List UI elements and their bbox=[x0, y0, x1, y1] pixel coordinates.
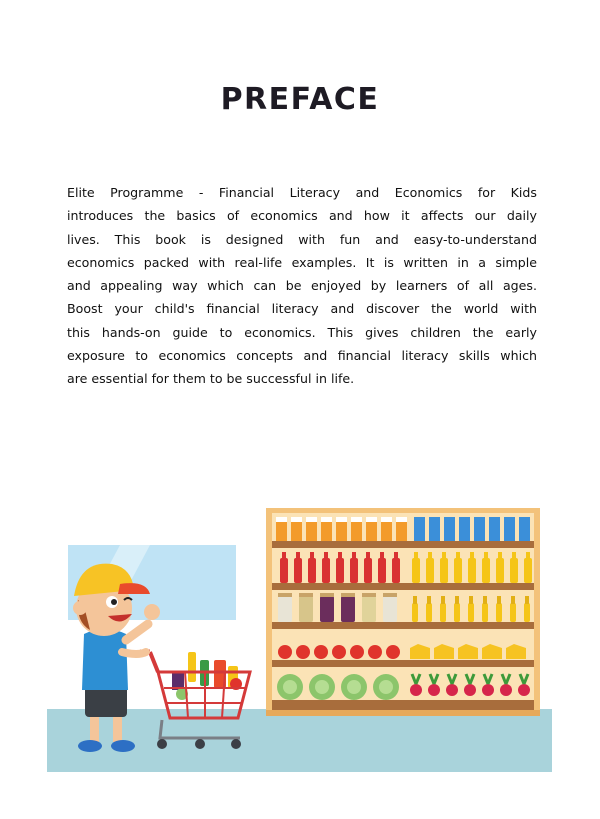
oil-bottles bbox=[412, 552, 532, 583]
paragraph-line: lives. This book is designed with fun and easy-to-understand bbox=[67, 231, 537, 247]
grocery-shelf bbox=[266, 508, 540, 716]
page-title: PREFACE bbox=[220, 82, 380, 117]
paragraph-line: economics packed with real-life examples. It is written in a simple bbox=[67, 254, 537, 270]
paragraph-line: Boost your child's financial literacy and discover the world with bbox=[67, 301, 537, 317]
small-bottles bbox=[412, 596, 530, 622]
paragraph-line: are essential for them to be successful in life. bbox=[67, 371, 355, 387]
paragraph-line: introduces the basics of economics and how it affects our daily bbox=[67, 208, 537, 224]
paragraph-line: exposure to economics concepts and financial literacy skills which bbox=[67, 348, 537, 364]
paragraph-line: Elite Programme - Financial Literacy and Economics for Kids bbox=[67, 185, 537, 200]
paragraph-line: and appealing way which can be enjoyed by learners of all ages. bbox=[67, 278, 537, 294]
sauce-bottles bbox=[280, 552, 400, 583]
juice-boxes bbox=[276, 517, 407, 541]
paragraph-line: this hands-on guide to economics. This gives children the early bbox=[67, 324, 537, 340]
